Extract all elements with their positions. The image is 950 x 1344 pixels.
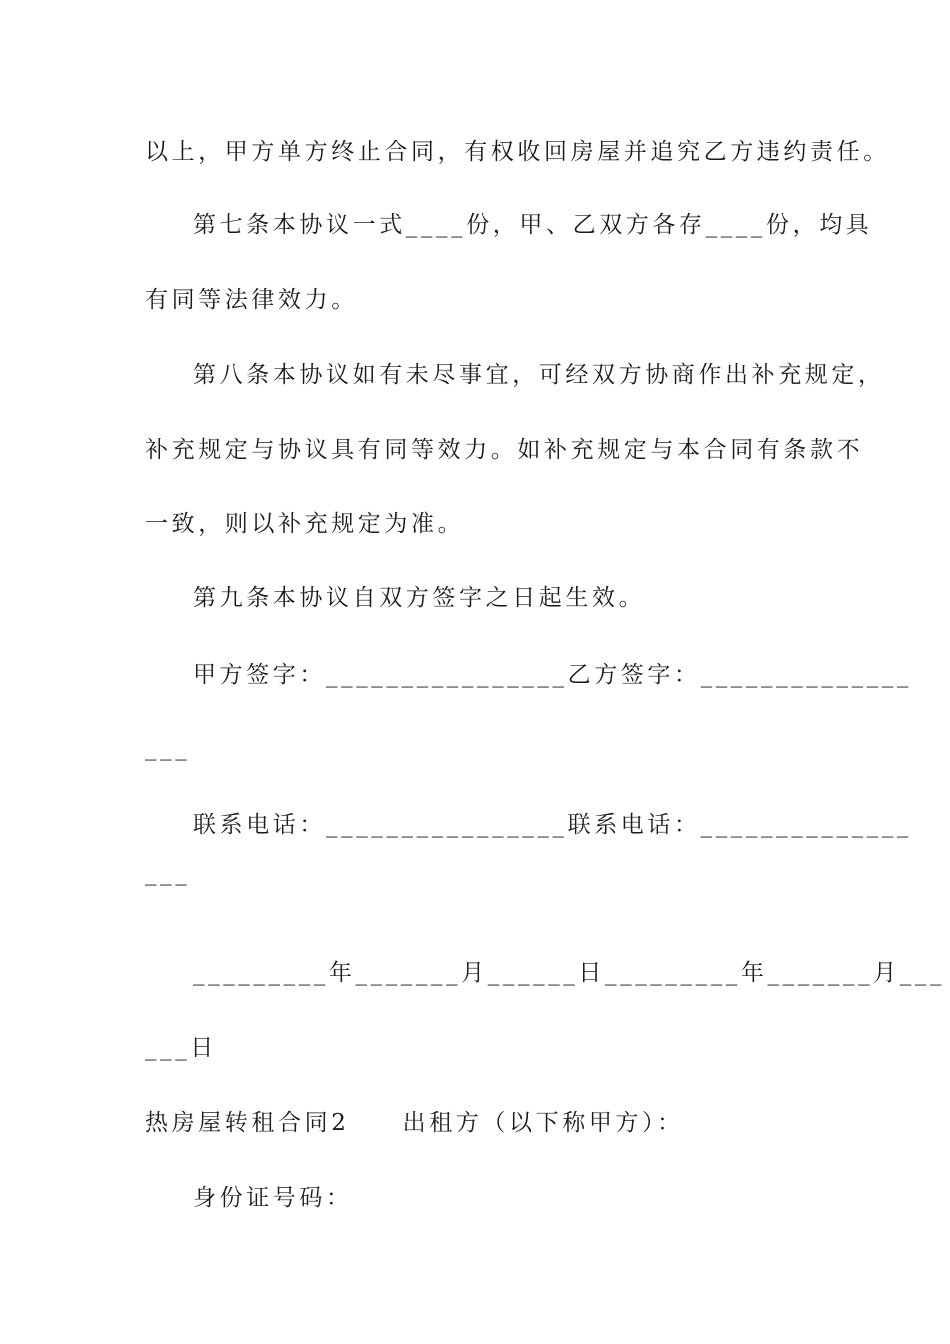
article-7-line: 第七条本协议一式____份，甲、乙双方各存____份，均具 (193, 212, 873, 238)
date-line-continued: ___日 (145, 1035, 217, 1061)
date-line: _________年_______月______日_________年_______月___ (193, 960, 946, 986)
article-8-line: 第八条本协议如有未尽事宜，可经双方协商作出补充规定， (193, 362, 885, 388)
paragraph-line: 以上，甲方单方终止合同，有权收回房屋并追究乙方违约责任。 (145, 139, 890, 165)
signature-line: 甲方签字：________________乙方签字：______________ (193, 662, 912, 688)
phone-line: 联系电话：________________联系电话：______________ (193, 812, 912, 838)
paragraph-line: 补充规定与协议具有同等效力。如补充规定与本合同有条款不 (145, 437, 864, 463)
article-9-line: 第九条本协议自双方签字之日起生效。 (193, 585, 646, 611)
phone-line-continued: ___ (145, 860, 191, 886)
id-number-line: 身份证号码： (193, 1185, 353, 1211)
signature-line-continued: ___ (145, 735, 191, 761)
paragraph-line: 一致，则以补充规定为准。 (145, 511, 465, 537)
paragraph-line: 有同等法律效力。 (145, 287, 358, 313)
contract-heading-line: 热房屋转租合同2 出租方（以下称甲方）： (145, 1110, 684, 1136)
